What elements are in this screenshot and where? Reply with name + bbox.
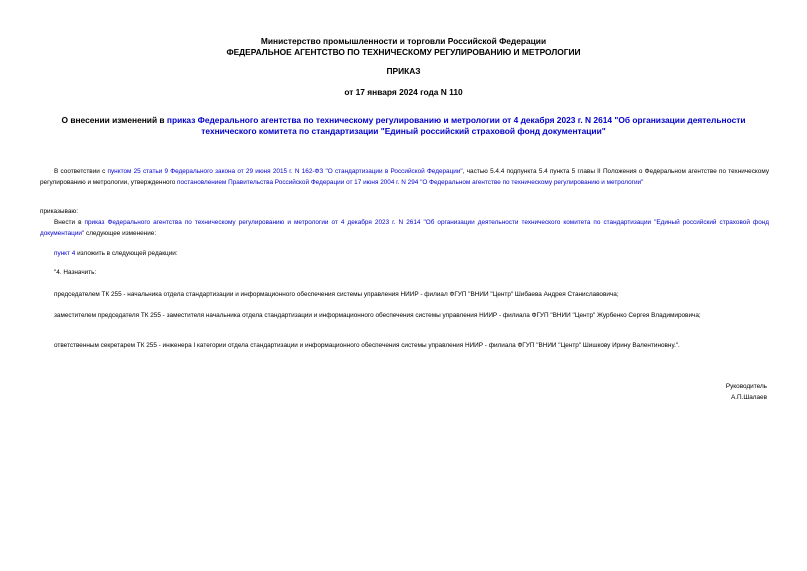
deputy-paragraph: заместителем председателя ТК 255 - заместителя начальника отдела стандартизации и информационного обеспечения системы управления НИИР - филиала ФГУП "ВНИИ "Центр" Журбенко Сергея Владимировича; xyxy=(54,312,701,319)
item-2-paragraph xyxy=(54,249,769,260)
preamble-paragraph xyxy=(40,167,769,188)
quote-start: "4. Назначить: xyxy=(54,269,97,276)
order-word: приказываю: xyxy=(40,208,78,215)
subject-prefix: О внесении изменений в xyxy=(61,115,167,125)
header-block xyxy=(0,36,807,58)
item-1-text-2: следующее изменение: xyxy=(84,229,157,237)
point-4-link[interactable]: пункт 4 xyxy=(54,250,76,257)
preamble-text-1: В соответствии с xyxy=(54,168,108,175)
signatory-name: А.П.Шалаев xyxy=(730,393,767,401)
amended-order-link[interactable]: приказ Федерального агентства по техническому регулированию и метрологии от 4 декабря 2023 г. N 2614 "Об организации деятельности технического комитета по стандартизации "Единый российский страховой фонд документации" xyxy=(40,219,770,237)
government-decree-link[interactable]: постановлением Правительства Российской Федерации от 17 июня 2004 г. N 294 "О Федеральном агентстве по техническому регулированию и метрологии" xyxy=(177,178,644,186)
item-1-paragraph xyxy=(40,218,769,239)
federal-law-link[interactable]: пунктом 25 статьи 9 Федерального закона от 29 июня 2015 г. N 162-ФЗ "О стандартизации в Российской Федерации" xyxy=(107,168,463,175)
agency-name: ФЕДЕРАЛЬНОЕ АГЕНТСТВО ПО ТЕХНИЧЕСКОМУ РЕГУЛИРОВАНИЮ И МЕТРОЛОГИИ xyxy=(226,47,581,57)
preamble-text-2: , частью 5.4.4 подпункта 5.4 пункта 5 главы II Положения о Федеральном агентстве по техническому регулированию и метрологии, утвержденного xyxy=(40,168,770,186)
item-1-text-1: Внести в xyxy=(54,219,85,226)
ministry-name: Министерство промышленности и торговли Российской Федерации xyxy=(260,36,547,46)
signature-block xyxy=(726,382,767,403)
secretary-paragraph: ответственным секретарем ТК 255 - инженера I категории отдела стандартизации и информационного обеспечения системы управления НИИР - филиала ФГУП "ВНИИ "Центр" Шишкову Ирину Валентиновну.". xyxy=(54,342,680,349)
document-type: ПРИКАЗ xyxy=(386,66,421,76)
subject-order-link[interactable]: приказ Федерального агентства по техническому регулированию и метрологии от 4 декабря 2023 г. N 2614 "Об организации деятельности технического комитета по стандартизации "Единый российский страховой фонд документации" xyxy=(166,115,746,136)
chairman-paragraph: председателем ТК 255 - начальника отдела стандартизации и информационного обеспечения системы управления НИИР - филиал ФГУП "ВНИИ "Центр" Шибаева Андрея Станиславовича; xyxy=(54,291,619,298)
document-date-number: от 17 января 2024 года N 110 xyxy=(344,87,463,97)
item-2-text: изложить в следующей редакции: xyxy=(75,250,178,257)
document-subject xyxy=(36,115,771,137)
signatory-title: Руководитель xyxy=(725,383,767,390)
